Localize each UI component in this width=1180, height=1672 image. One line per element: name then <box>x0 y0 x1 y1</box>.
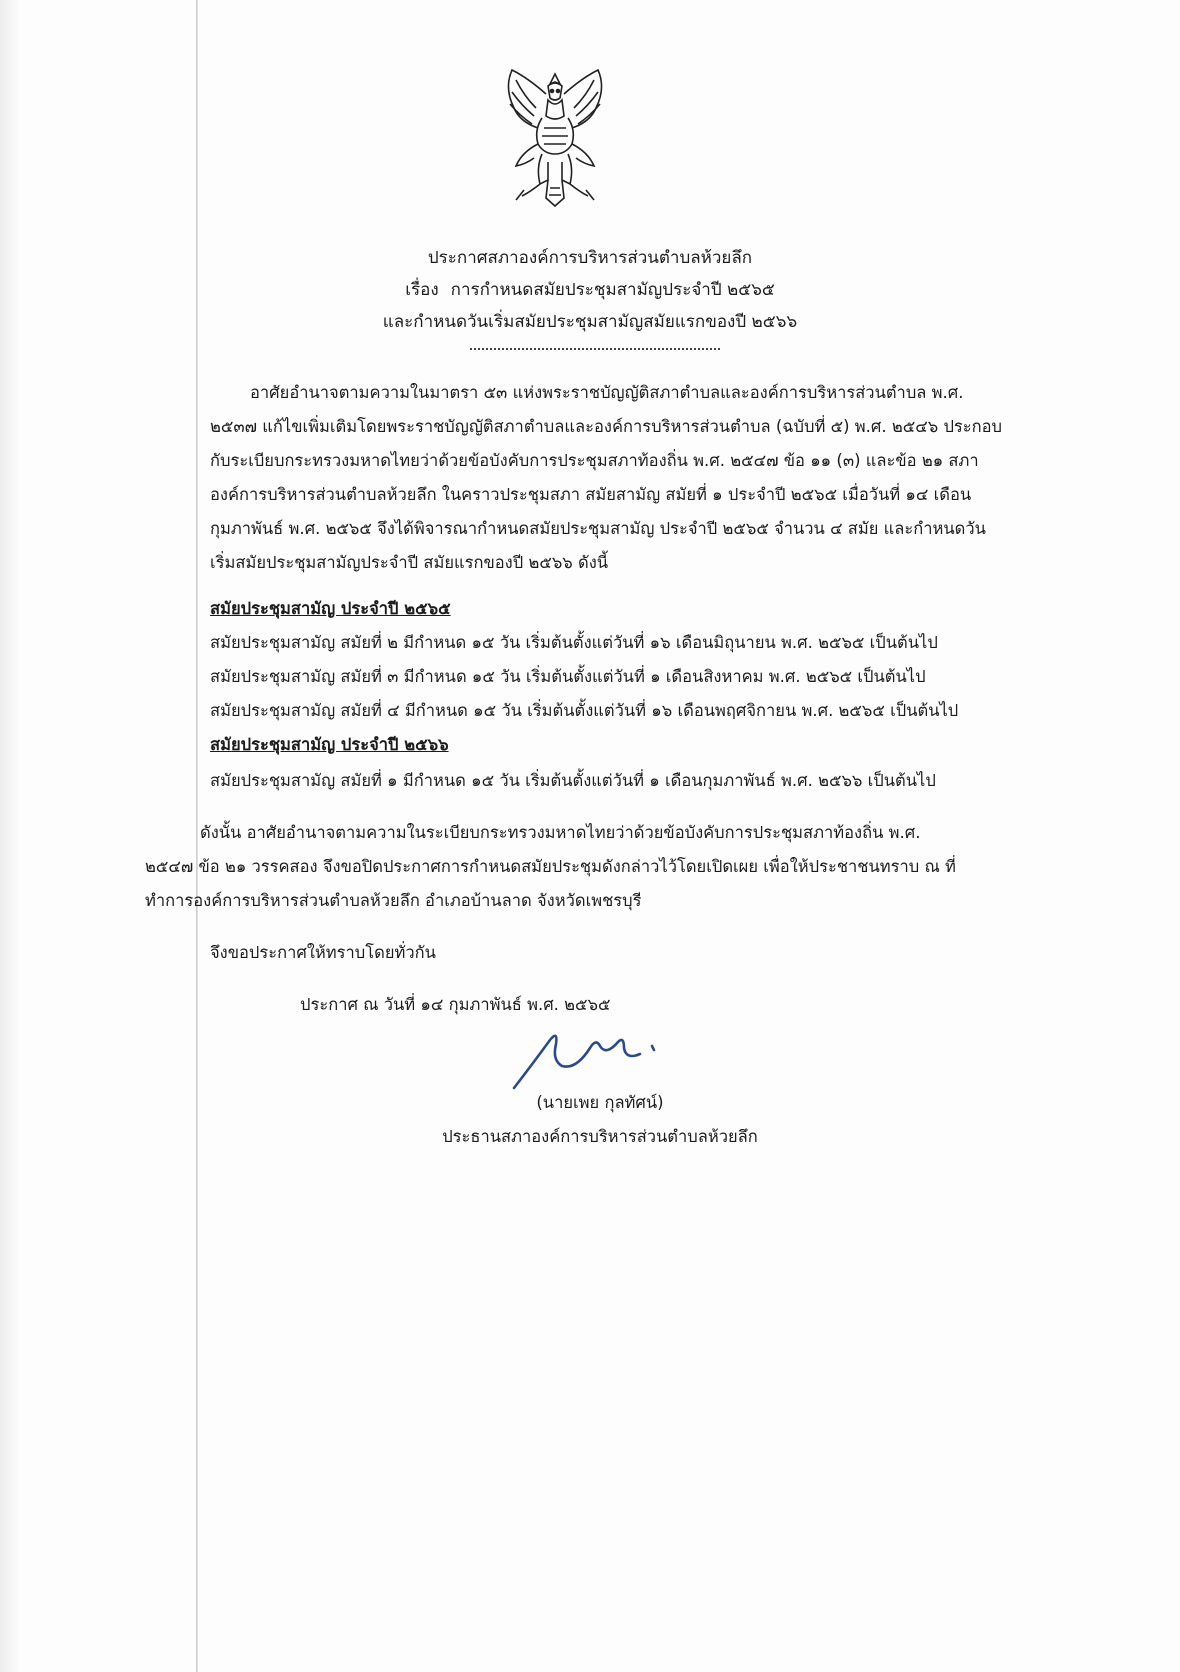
session-item: สมัยประชุมสามัญ สมัยที่ ๑ มีกำหนด ๑๕ วัน เริ่มต้นตั้งแต่วันที่ ๑ เดือนกุมภาพันธ์ พ.ศ. ๒๕๖๖ เป็นต้นไป <box>210 771 936 790</box>
paragraph1-line: กุมภาพันธ์ พ.ศ. ๒๕๖๕ จึงได้พิจารณากำหนดสมัยประชุมสามัญ ประจำปี ๒๕๖๕ จำนวน ๔ สมัย และกำหนดวัน <box>210 519 986 538</box>
paragraph2-line: ดังนั้น อาศัยอำนาจตามความในระเบียบกระทรวงมหาดไทยว่าด้วยข้อบังคับการประชุมสภาท้องถิ่น พ.ศ. <box>200 823 921 842</box>
session-item: สมัยประชุมสามัญ สมัยที่ ๓ มีกำหนด ๑๕ วัน เริ่มต้นตั้งแต่วันที่ ๑ เดือนสิงหาคม พ.ศ. ๒๕๖๕ เป็นต้นไป <box>210 667 926 686</box>
paragraph1-line: ๒๕๓๗ แก้ไขเพิ่มเติมโดยพระราชบัญญัติสภาตำบลและองค์การบริหารส่วนตำบล (ฉบับที่ ๕) พ.ศ. ๒๕๔๖ ประกอบ <box>210 417 1003 436</box>
dotted-separator <box>470 348 720 350</box>
paragraph1-line: อาศัยอำนาจตามความในมาตรา ๕๓ แห่งพระราชบัญญัติสภาตำบลและองค์การบริหารส่วนตำบล พ.ศ. <box>250 383 964 402</box>
handwritten-signature <box>506 1026 696 1096</box>
section-heading-2565: สมัยประชุมสามัญ ประจำปี ๒๕๖๕ <box>210 599 451 618</box>
signer-name: (นายเพย กุลทัศน์) <box>536 1093 664 1112</box>
binding-margin-line <box>196 0 198 1672</box>
paragraph1-line: เริ่มสมัยประชุมสามัญประจำปี สมัยแรกของปี ๒๕๖๖ ดังนี้ <box>210 553 609 572</box>
session-item: สมัยประชุมสามัญ สมัยที่ ๔ มีกำหนด ๑๕ วัน เริ่มต้นตั้งแต่วันที่ ๑๖ เดือนพฤศจิกายน พ.ศ. ๒๕๖๕ เป็นต้นไป <box>210 701 959 720</box>
section-heading-2566: สมัยประชุมสามัญ ประจำปี ๒๕๖๖ <box>210 735 449 754</box>
signer-position: ประธานสภาองค์การบริหารส่วนตำบลห้วยลึก <box>442 1127 758 1146</box>
paragraph1-line: องค์การบริหารส่วนตำบลห้วยลึก ในคราวประชุมสภา สมัยสามัญ สมัยที่ ๑ ประจำปี ๒๕๖๕ เมื่อวันที่ ๑๔ เดือน <box>210 485 972 504</box>
announcement-date: ประกาศ ณ วันที่ ๑๔ กุมภาพันธ์ พ.ศ. ๒๕๖๕ <box>300 995 611 1014</box>
announcement-title: ประกาศสภาองค์การบริหารส่วนตำบลห้วยลึก <box>427 248 753 268</box>
subject-prefix: เรื่อง <box>405 280 439 300</box>
announcement-subject-continued: และกำหนดวันเริ่มสมัยประชุมสามัญสมัยแรกของปี ๒๕๖๖ <box>382 312 798 332</box>
closing-notice: จึงขอประกาศให้ทราบโดยทั่วกัน <box>210 943 436 962</box>
paragraph2-line: ๒๕๔๗ ข้อ ๒๑ วรรคสอง จึงขอปิดประกาศการกำหนดสมัยประชุมดังกล่าวไว้โดยเปิดเผย เพื่อให้ประชาชนทราบ ณ ที่ <box>145 857 956 876</box>
paragraph2-line: ทำการองค์การบริหารส่วนตำบลห้วยลึก อำเภอบ้านลาด จังหวัดเพชรบุรี <box>145 891 642 910</box>
paragraph1-line: กับระเบียบกระทรวงมหาดไทยว่าด้วยข้อบังคับการประชุมสภาท้องถิ่น พ.ศ. ๒๕๔๗ ข้อ ๑๑ (๓) และข้อ ๒๑ สภา <box>210 451 979 470</box>
session-item: สมัยประชุมสามัญ สมัยที่ ๒ มีกำหนด ๑๕ วัน เริ่มต้นตั้งแต่วันที่ ๑๖ เดือนมิถุนายน พ.ศ. ๒๕๖๕ เป็นต้นไป <box>210 633 938 652</box>
scan-edge-shade <box>0 0 20 1672</box>
subject-text: การกำหนดสมัยประชุมสามัญประจำปี ๒๕๖๕ <box>450 280 775 300</box>
announcement-subject <box>200 276 980 303</box>
garuda-emblem <box>498 68 612 212</box>
